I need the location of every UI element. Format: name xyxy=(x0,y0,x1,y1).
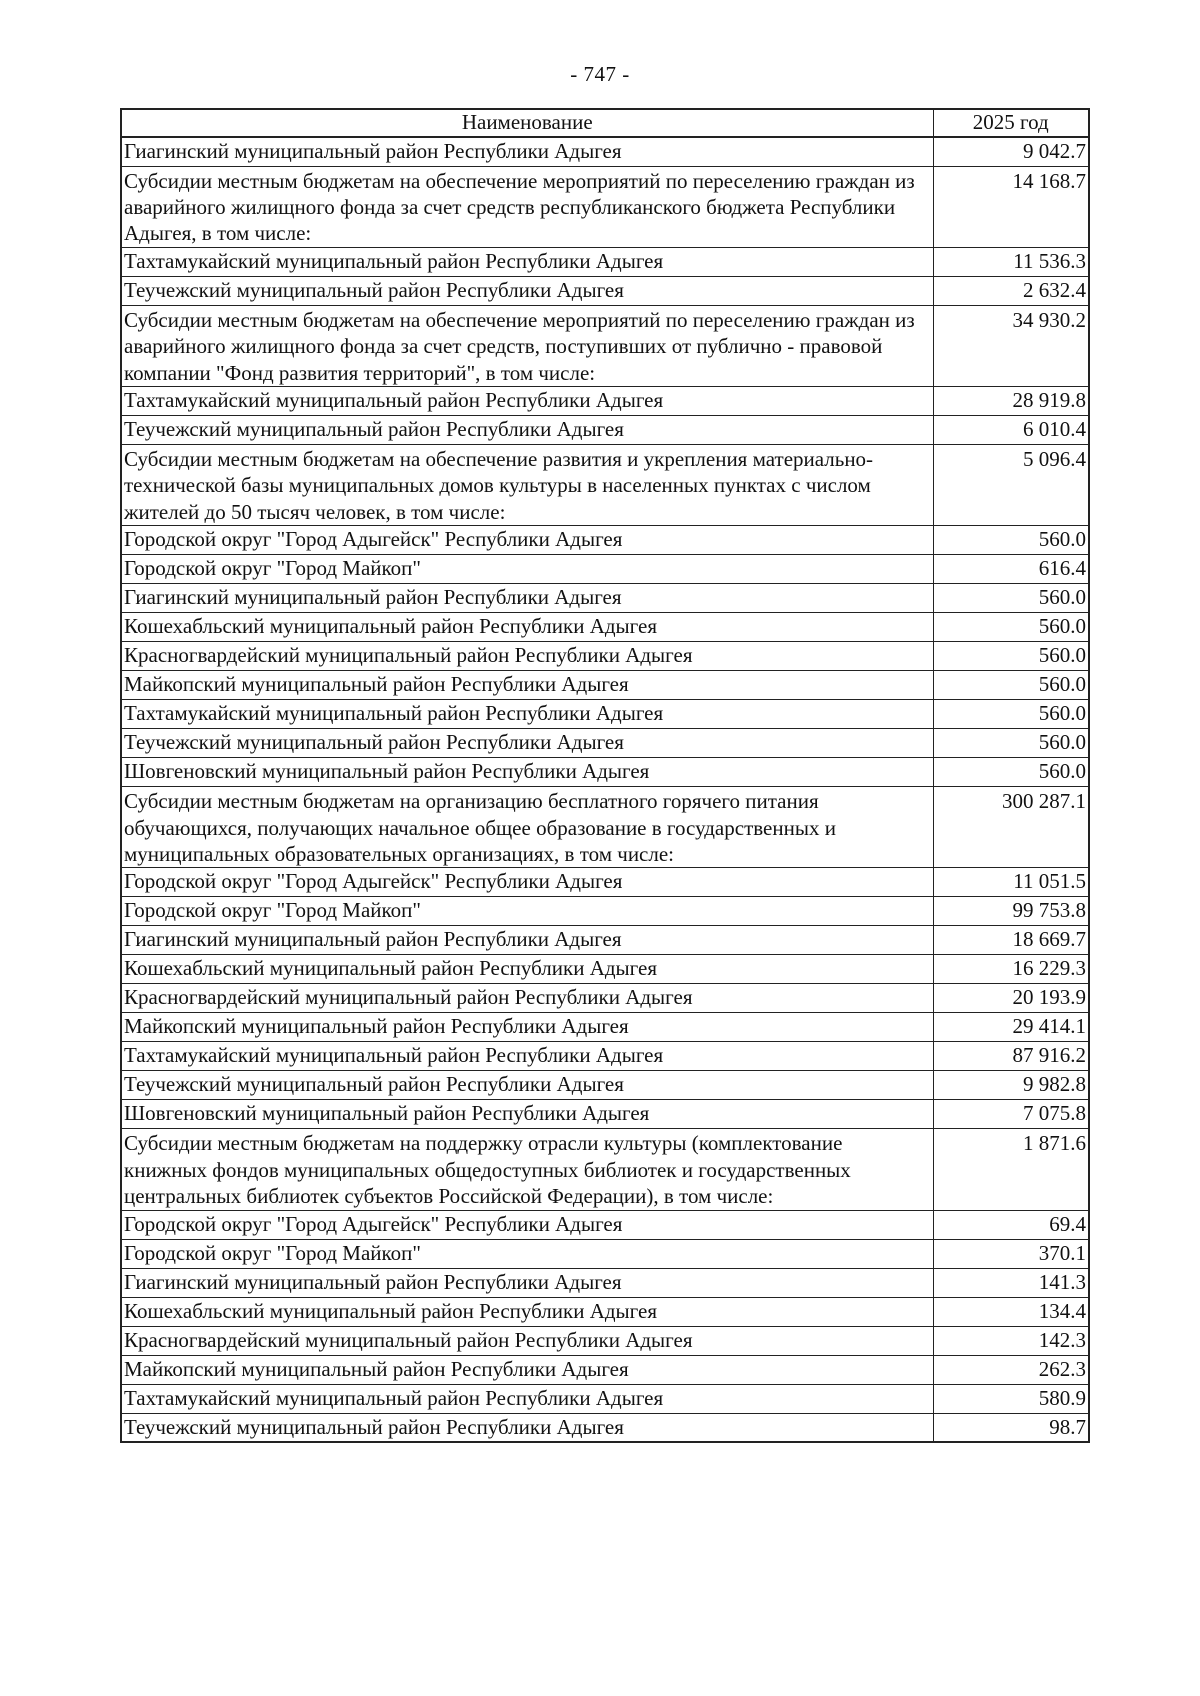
table-row xyxy=(121,984,1089,1013)
row-name: Кошехабльский муниципальный район Республики Адыгея xyxy=(121,955,933,984)
row-name: Тахтамукайский муниципальный район Республики Адыгея xyxy=(121,247,933,276)
table-row xyxy=(121,386,1089,415)
row-value: 370.1 xyxy=(933,1239,1089,1268)
table-row xyxy=(121,926,1089,955)
table-body xyxy=(121,137,1089,1442)
row-name: Теучежский муниципальный район Республики Адыгея xyxy=(121,1413,933,1442)
table-row xyxy=(121,1042,1089,1071)
row-name: Теучежский муниципальный район Республики Адыгея xyxy=(121,729,933,758)
row-name: Красногвардейский муниципальный район Республики Адыгея xyxy=(121,642,933,671)
table-row xyxy=(121,137,1089,166)
table-row xyxy=(121,868,1089,897)
row-value: 98.7 xyxy=(933,1413,1089,1442)
row-group-title: Субсидии местным бюджетам на обеспечение мероприятий по переселению граждан из аварийного жилищного фонда за счет средств, поступивших от публично - правовой компании "Фонд развития территорий", в том числе: xyxy=(121,305,933,386)
table-row xyxy=(121,671,1089,700)
row-group-title: Субсидии местным бюджетам на обеспечение развития и укрепления материально-технической базы муниципальных домов культуры в населенных пунктах с числом жителей до 50 тысяч человек, в том числе: xyxy=(121,444,933,525)
row-name: Майкопский муниципальный район Республики Адыгея xyxy=(121,1355,933,1384)
row-value: 29 414.1 xyxy=(933,1013,1089,1042)
table-row xyxy=(121,1071,1089,1100)
table-row xyxy=(121,584,1089,613)
row-group-title: Субсидии местным бюджетам на обеспечение мероприятий по переселению граждан из аварийного жилищного фонда за счет средств республиканского бюджета Республики Адыгея, в том числе: xyxy=(121,166,933,247)
row-value: 11 051.5 xyxy=(933,868,1089,897)
table-row xyxy=(121,897,1089,926)
row-name: Тахтамукайский муниципальный район Республики Адыгея xyxy=(121,700,933,729)
row-name: Гиагинский муниципальный район Республики Адыгея xyxy=(121,926,933,955)
table-row xyxy=(121,1384,1089,1413)
row-value: 560.0 xyxy=(933,671,1089,700)
row-name: Городской округ "Город Адыгейск" Республики Адыгея xyxy=(121,1210,933,1239)
table-row xyxy=(121,1413,1089,1442)
table-row xyxy=(121,1239,1089,1268)
row-value: 560.0 xyxy=(933,700,1089,729)
row-value: 16 229.3 xyxy=(933,955,1089,984)
table-row-group xyxy=(121,444,1089,525)
row-value: 300 287.1 xyxy=(933,787,1089,868)
row-value: 7 075.8 xyxy=(933,1100,1089,1129)
row-name: Гиагинский муниципальный район Республики Адыгея xyxy=(121,1268,933,1297)
row-name: Тахтамукайский муниципальный район Республики Адыгея xyxy=(121,1384,933,1413)
row-value: 20 193.9 xyxy=(933,984,1089,1013)
table-row xyxy=(121,613,1089,642)
row-value: 69.4 xyxy=(933,1210,1089,1239)
row-value: 6 010.4 xyxy=(933,415,1089,444)
column-header-name: Наименование xyxy=(121,109,933,137)
row-name: Красногвардейский муниципальный район Республики Адыгея xyxy=(121,1326,933,1355)
row-name: Теучежский муниципальный район Республики Адыгея xyxy=(121,415,933,444)
row-name: Шовгеновский муниципальный район Республики Адыгея xyxy=(121,758,933,787)
table-row xyxy=(121,700,1089,729)
row-value: 5 096.4 xyxy=(933,444,1089,525)
row-value: 2 632.4 xyxy=(933,276,1089,305)
row-value: 11 536.3 xyxy=(933,247,1089,276)
table-row-group xyxy=(121,166,1089,247)
table-row-group xyxy=(121,787,1089,868)
row-group-title: Субсидии местным бюджетам на организацию бесплатного горячего питания обучающихся, получающих начальное общее образование в государственных и муниципальных образовательных организациях, в том числе: xyxy=(121,787,933,868)
row-name: Городской округ "Город Адыгейск" Республики Адыгея xyxy=(121,526,933,555)
table-row-group xyxy=(121,1129,1089,1210)
row-value: 99 753.8 xyxy=(933,897,1089,926)
row-value: 1 871.6 xyxy=(933,1129,1089,1210)
row-name: Шовгеновский муниципальный район Республики Адыгея xyxy=(121,1100,933,1129)
row-value: 560.0 xyxy=(933,584,1089,613)
budget-table xyxy=(120,108,1090,1443)
row-name: Гиагинский муниципальный район Республики Адыгея xyxy=(121,584,933,613)
row-name: Кошехабльский муниципальный район Республики Адыгея xyxy=(121,613,933,642)
table-row xyxy=(121,729,1089,758)
table-row xyxy=(121,758,1089,787)
row-value: 262.3 xyxy=(933,1355,1089,1384)
column-header-year: 2025 год xyxy=(933,109,1089,137)
row-value: 87 916.2 xyxy=(933,1042,1089,1071)
row-name: Красногвардейский муниципальный район Республики Адыгея xyxy=(121,984,933,1013)
row-value: 141.3 xyxy=(933,1268,1089,1297)
row-name: Городской округ "Город Майкоп" xyxy=(121,555,933,584)
row-value: 560.0 xyxy=(933,526,1089,555)
row-value: 616.4 xyxy=(933,555,1089,584)
row-value: 34 930.2 xyxy=(933,305,1089,386)
table-row xyxy=(121,642,1089,671)
table-row xyxy=(121,526,1089,555)
page-number: - 747 - xyxy=(570,62,630,86)
table-row xyxy=(121,415,1089,444)
row-value: 18 669.7 xyxy=(933,926,1089,955)
row-name: Майкопский муниципальный район Республики Адыгея xyxy=(121,671,933,700)
table-row xyxy=(121,1355,1089,1384)
row-name: Гиагинский муниципальный район Республики Адыгея xyxy=(121,137,933,166)
table-row xyxy=(121,1013,1089,1042)
table-row xyxy=(121,1297,1089,1326)
row-value: 560.0 xyxy=(933,642,1089,671)
row-name: Тахтамукайский муниципальный район Республики Адыгея xyxy=(121,386,933,415)
row-value: 28 919.8 xyxy=(933,386,1089,415)
row-name: Теучежский муниципальный район Республики Адыгея xyxy=(121,276,933,305)
table-row xyxy=(121,247,1089,276)
row-value: 560.0 xyxy=(933,613,1089,642)
row-name: Городской округ "Город Майкоп" xyxy=(121,1239,933,1268)
row-value: 14 168.7 xyxy=(933,166,1089,247)
table-row xyxy=(121,1326,1089,1355)
row-value: 580.9 xyxy=(933,1384,1089,1413)
row-name: Городской округ "Город Адыгейск" Республики Адыгея xyxy=(121,868,933,897)
row-group-title: Субсидии местным бюджетам на поддержку отрасли культуры (комплектование книжных фондов муниципальных общедоступных библиотек и государственных центральных библиотек субъектов Российской Федерации), в том числе: xyxy=(121,1129,933,1210)
table-row xyxy=(121,276,1089,305)
row-value: 9 982.8 xyxy=(933,1071,1089,1100)
row-value: 134.4 xyxy=(933,1297,1089,1326)
table-row xyxy=(121,955,1089,984)
table-header xyxy=(121,109,1089,137)
table-row xyxy=(121,1100,1089,1129)
row-value: 560.0 xyxy=(933,758,1089,787)
row-name: Кошехабльский муниципальный район Республики Адыгея xyxy=(121,1297,933,1326)
row-value: 560.0 xyxy=(933,729,1089,758)
table-row xyxy=(121,1210,1089,1239)
row-name: Городской округ "Город Майкоп" xyxy=(121,897,933,926)
table-row xyxy=(121,1268,1089,1297)
row-name: Тахтамукайский муниципальный район Республики Адыгея xyxy=(121,1042,933,1071)
row-value: 9 042.7 xyxy=(933,137,1089,166)
table-row xyxy=(121,555,1089,584)
row-value: 142.3 xyxy=(933,1326,1089,1355)
row-name: Майкопский муниципальный район Республики Адыгея xyxy=(121,1013,933,1042)
row-name: Теучежский муниципальный район Республики Адыгея xyxy=(121,1071,933,1100)
table-row-group xyxy=(121,305,1089,386)
header-row xyxy=(121,109,1089,137)
